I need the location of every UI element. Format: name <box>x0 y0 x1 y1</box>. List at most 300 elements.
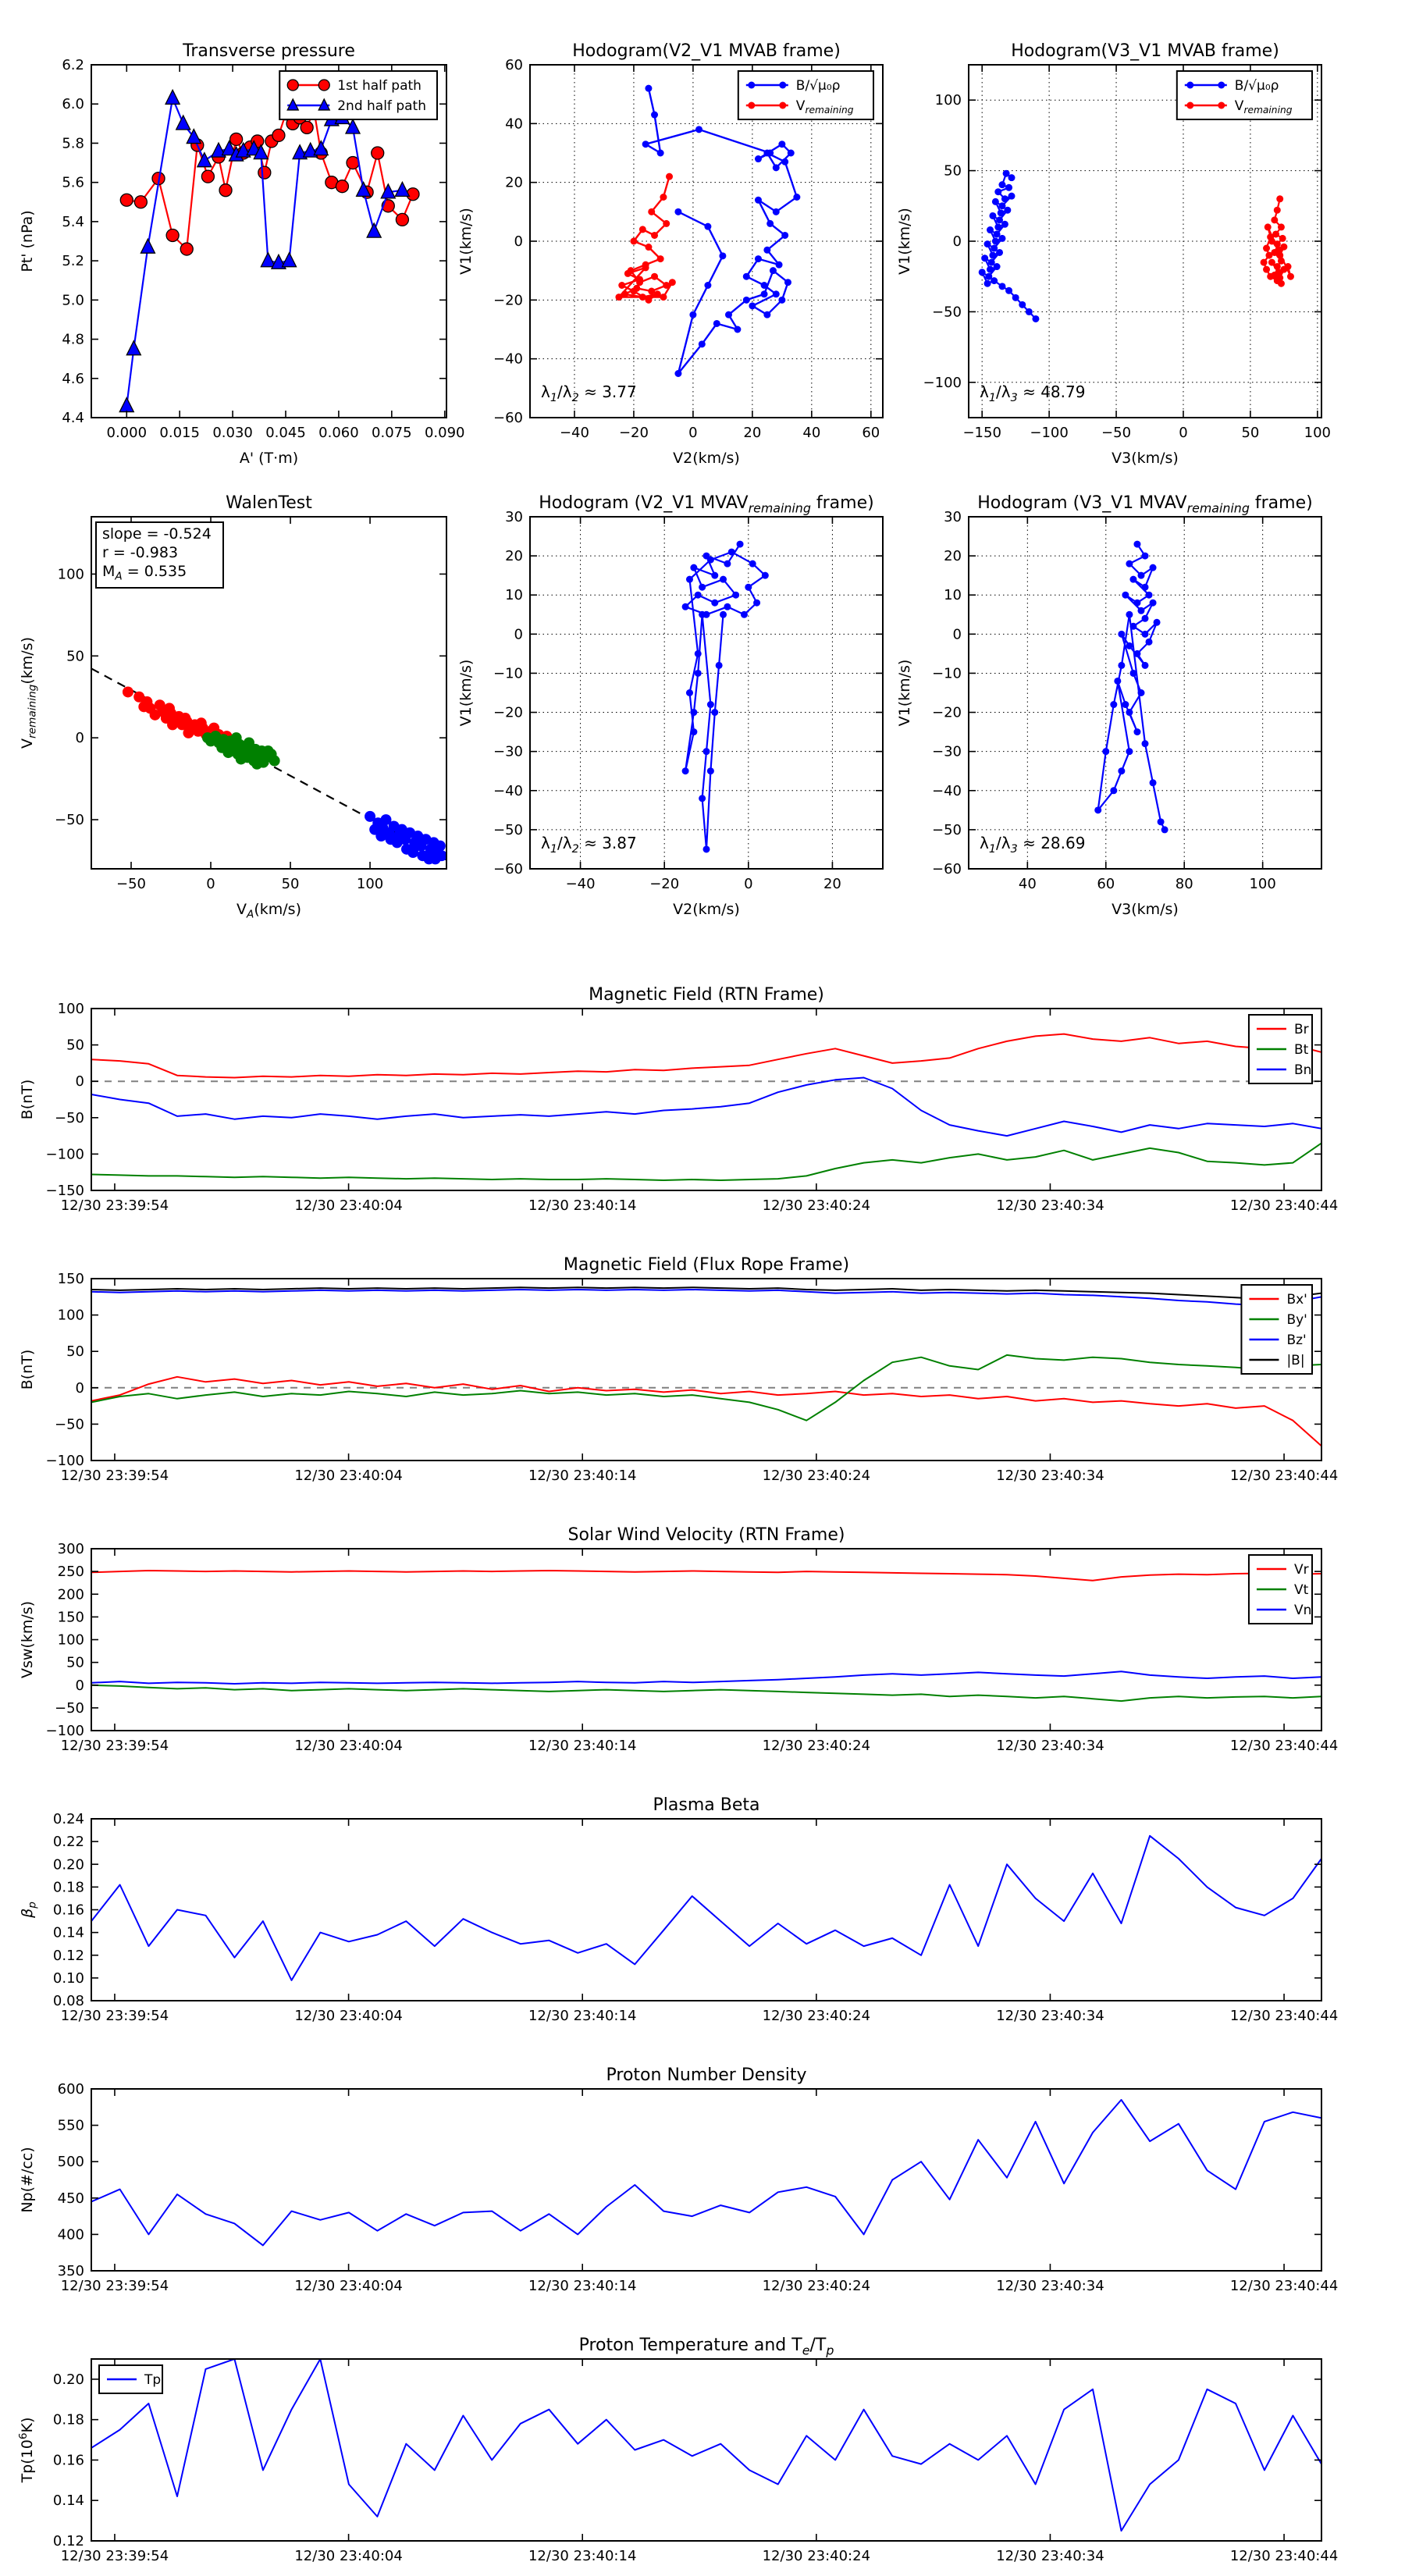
marker-circle <box>201 170 214 183</box>
y-tick-label: 50 <box>66 1343 84 1361</box>
x-tick-label: 12/30 23:39:54 <box>60 1197 169 1214</box>
marker-dot <box>1142 553 1149 560</box>
transverse-pressure-xlabel: A' (T·m) <box>239 450 299 467</box>
y-tick-label: 0 <box>514 626 523 643</box>
x-tick-label: 100 <box>356 876 384 892</box>
marker-dot <box>987 226 994 233</box>
x-tick-label: 12/30 23:40:34 <box>996 2548 1104 2564</box>
legend-label: 2nd half path <box>337 98 426 114</box>
y-tick-label: 5.2 <box>62 253 84 270</box>
marker-dot <box>793 194 800 201</box>
y-tick-label: −20 <box>932 704 962 721</box>
y-tick-label: 20 <box>505 174 523 191</box>
x-tick-label: −20 <box>649 876 680 892</box>
x-tick-label: −50 <box>116 876 147 892</box>
marker-dot <box>699 611 706 618</box>
marker-dot <box>690 564 697 571</box>
plot-area <box>530 517 883 869</box>
y-tick-label: 0 <box>75 1677 84 1694</box>
x-tick-label: 0.060 <box>318 425 359 441</box>
y-tick-label: 400 <box>57 2226 84 2243</box>
marker-dot <box>1110 701 1117 708</box>
y-tick-label: 5.4 <box>62 213 84 230</box>
marker-dot <box>1118 767 1125 774</box>
hodogram-v2v1-mvab-legend <box>738 71 873 119</box>
marker-dot <box>1287 273 1294 280</box>
y-tick-label: 10 <box>505 587 523 604</box>
marker-dot <box>695 670 702 677</box>
legend-label: Br <box>1293 1021 1309 1037</box>
marker-circle <box>166 229 179 241</box>
marker-dot <box>713 320 720 327</box>
marker-dot <box>682 767 689 774</box>
y-tick-label: −100 <box>45 1723 84 1739</box>
y-tick-label: 50 <box>66 1037 84 1054</box>
x-tick-label: 12/30 23:40:44 <box>1229 1197 1339 1214</box>
marker-dot <box>1263 266 1270 273</box>
marker-dot <box>183 728 194 738</box>
marker-dot <box>695 126 702 133</box>
y-tick-label: 0.18 <box>52 2411 84 2428</box>
marker-dot <box>762 572 769 579</box>
hodogram-v3v1-mvav-ylabel: V1(km/s) <box>896 659 913 727</box>
marker-dot <box>1142 615 1149 622</box>
y-tick-label: 0.12 <box>52 1947 84 1964</box>
y-tick-label: −100 <box>923 374 962 391</box>
x-tick-label: 0.015 <box>159 425 200 441</box>
legend-label: Vr <box>1293 1561 1309 1578</box>
marker-dot <box>773 164 780 171</box>
plot-area <box>91 1819 1321 2001</box>
marker-dot <box>164 703 175 713</box>
marker-dot <box>1267 273 1274 280</box>
y-tick-label: 10 <box>944 587 962 604</box>
marker-dot <box>1102 748 1109 755</box>
marker-dot <box>781 158 788 165</box>
marker-dot <box>749 302 756 309</box>
x-tick-label: 12/30 23:40:24 <box>762 2548 871 2564</box>
marker-dot <box>753 600 760 607</box>
y-tick-label: −30 <box>493 743 523 760</box>
marker-dot <box>776 262 783 269</box>
marker-dot <box>1150 779 1157 786</box>
marker-dot <box>1001 195 1008 202</box>
x-tick-label: 12/30 23:40:34 <box>996 1197 1104 1214</box>
marker-dot <box>682 603 689 610</box>
x-tick-label: 0 <box>1179 425 1188 441</box>
x-tick-label: 40 <box>1018 876 1037 892</box>
transverse-pressure-ylabel: Pt' (nPa) <box>19 210 36 272</box>
marker-dot <box>1142 584 1149 591</box>
panel-solar-wind-velocity-rtn <box>19 1525 1338 1754</box>
marker-dot <box>618 282 625 289</box>
y-tick-label: −60 <box>493 861 523 877</box>
y-tick-label: 0 <box>75 730 84 747</box>
y-tick-label: 0.08 <box>52 1993 84 2009</box>
x-tick-label: 0.045 <box>265 425 306 441</box>
x-tick-label: 0.030 <box>212 425 253 441</box>
marker-dot <box>1032 315 1039 322</box>
hodogram-v2v1-mvav-xlabel: V2(km/s) <box>673 901 740 918</box>
marker-dot <box>244 737 254 748</box>
marker-dot <box>1276 195 1283 202</box>
y-tick-label: 0.12 <box>52 2533 84 2549</box>
x-tick-label: 50 <box>281 876 300 892</box>
x-tick-label: 12/30 23:40:14 <box>528 1197 637 1214</box>
y-tick-label: 350 <box>57 2263 84 2279</box>
plot-area <box>91 1009 1321 1190</box>
x-tick-label: 50 <box>1241 425 1260 441</box>
y-tick-label: −40 <box>932 782 962 799</box>
hodogram-v3v1-mvav-annotation: $\lambda_1/\lambda_3 \approx 28.69$ <box>980 834 1086 856</box>
x-tick-label: 80 <box>1175 876 1193 892</box>
marker-dot <box>711 600 718 607</box>
marker-dot <box>1137 607 1144 614</box>
marker-dot <box>1218 82 1225 89</box>
marker-dot <box>167 719 178 730</box>
marker-dot <box>1263 245 1270 252</box>
y-tick-label: 6.2 <box>62 57 84 73</box>
legend-label: Bt <box>1293 1041 1309 1058</box>
panel-hodogram-v3v1-mvab <box>896 41 1331 467</box>
marker-dot <box>395 827 406 838</box>
marker-dot <box>651 112 658 119</box>
marker-dot <box>236 753 247 764</box>
plot-area <box>91 1279 1321 1461</box>
y-tick-label: −30 <box>932 743 962 760</box>
legend-label: B/√μ₀ρ <box>795 77 841 94</box>
y-tick-label: 0 <box>952 233 962 250</box>
marker-dot <box>1274 207 1281 214</box>
marker-dot <box>435 841 446 852</box>
marker-circle <box>372 147 384 159</box>
marker-dot <box>624 270 631 277</box>
legend-label: |B| <box>1286 1352 1305 1368</box>
walen-test-ylabel: $V_{remaining}(km/s)$ <box>19 637 39 749</box>
y-tick-label: 4.8 <box>62 331 84 348</box>
y-tick-label: 100 <box>57 1631 84 1649</box>
y-tick-label: 20 <box>944 548 962 565</box>
marker-dot <box>1278 223 1285 230</box>
marker-dot <box>994 223 1001 230</box>
magnetic-field-rtn-title: Magnetic Field (RTN Frame) <box>589 985 824 1005</box>
marker-dot <box>994 188 1001 195</box>
marker-dot <box>630 238 637 245</box>
hodogram-v2v1-mvab-xlabel: V2(km/s) <box>673 450 740 467</box>
marker-dot <box>1146 639 1153 646</box>
y-tick-label: −20 <box>493 704 523 721</box>
marker-dot <box>1142 662 1149 669</box>
y-tick-label: 450 <box>57 2190 84 2207</box>
marker-dot <box>642 141 649 148</box>
marker-dot <box>1186 102 1193 109</box>
y-tick-label: 0.24 <box>52 1811 84 1827</box>
y-tick-label: −50 <box>932 304 962 321</box>
marker-dot <box>1122 701 1129 708</box>
x-tick-label: 12/30 23:40:34 <box>996 2278 1104 2294</box>
y-tick-label: −60 <box>493 410 523 426</box>
hodogram-v3v1-mvab-ylabel: V1(km/s) <box>896 208 913 275</box>
marker-dot <box>991 277 998 284</box>
marker-dot <box>1133 600 1140 607</box>
x-tick-label: 60 <box>1097 876 1115 892</box>
marker-dot <box>648 208 655 215</box>
y-tick-label: 0 <box>75 1073 84 1091</box>
marker-dot <box>1118 631 1125 638</box>
y-tick-label: −10 <box>493 665 523 682</box>
marker-dot <box>689 311 696 318</box>
panel-walen-test <box>19 493 447 921</box>
legend-label: B/√μ₀ρ <box>1234 77 1279 94</box>
y-tick-label: 0.14 <box>52 2492 84 2510</box>
marker-dot <box>1001 221 1008 228</box>
marker-dot <box>1158 818 1165 825</box>
marker-dot <box>1114 678 1121 685</box>
marker-dot <box>1008 193 1015 200</box>
x-tick-label: 12/30 23:40:34 <box>996 1738 1104 1754</box>
marker-dot <box>989 252 996 259</box>
y-tick-label: −40 <box>493 782 523 799</box>
marker-dot <box>651 232 658 239</box>
panel-proton-temperature <box>17 2336 1338 2564</box>
marker-dot <box>138 701 149 712</box>
proton-temperature-ylabel: $Tp(10^6K)$ <box>16 2417 36 2483</box>
marker-dot <box>749 560 756 568</box>
x-tick-label: 0 <box>206 876 215 892</box>
marker-circle <box>336 180 348 193</box>
marker-dot <box>1122 592 1129 599</box>
panel-transverse-pressure <box>19 41 465 467</box>
legend-label: Bz' <box>1286 1332 1307 1348</box>
y-tick-label: 100 <box>57 1307 84 1324</box>
hodogram-v3v1-mvav-title: Hodogram (V3_V1 $MVAV_{remaining}$ frame) <box>977 493 1313 516</box>
marker-dot <box>979 269 986 276</box>
marker-dot <box>690 728 697 735</box>
x-tick-label: 12/30 23:40:04 <box>294 2278 403 2294</box>
marker-dot <box>1133 541 1140 548</box>
marker-dot <box>1133 650 1140 657</box>
y-tick-label: 0.16 <box>52 2452 84 2469</box>
marker-dot <box>981 254 988 262</box>
marker-dot <box>269 756 280 767</box>
marker-dot <box>763 247 770 254</box>
marker-dot <box>669 279 676 286</box>
marker-dot <box>639 226 646 233</box>
marker-dot <box>630 288 637 295</box>
y-tick-label: −50 <box>932 821 962 838</box>
marker-dot <box>784 279 791 286</box>
x-tick-label: 12/30 23:40:44 <box>1229 1738 1339 1754</box>
hodogram-v2v1-mvav-annotation: $\lambda_1/\lambda_2 \approx 3.87$ <box>541 834 637 856</box>
y-tick-label: 4.6 <box>62 370 84 387</box>
marker-dot <box>1142 740 1149 747</box>
marker-dot <box>430 853 441 864</box>
x-tick-label: −20 <box>618 425 649 441</box>
x-tick-label: 0 <box>744 876 753 892</box>
marker-dot <box>996 249 1003 256</box>
marker-dot <box>1280 244 1287 251</box>
marker-circle <box>396 213 408 226</box>
marker-dot <box>743 297 750 304</box>
y-tick-label: −50 <box>55 1109 84 1126</box>
x-tick-label: 12/30 23:40:44 <box>1229 2548 1339 2564</box>
y-tick-label: 30 <box>505 509 523 525</box>
marker-dot <box>666 173 673 180</box>
walen-stats-line: $M_A = 0.535$ <box>102 563 187 583</box>
walen-stats-line: r = -0.983 <box>102 544 179 561</box>
marker-dot <box>1218 102 1225 109</box>
marker-circle <box>134 196 147 208</box>
x-tick-label: 12/30 23:40:14 <box>528 2278 637 2294</box>
transverse-pressure-legend <box>279 71 437 119</box>
marker-dot <box>1142 631 1149 638</box>
marker-dot <box>1265 252 1272 259</box>
marker-dot <box>663 220 670 227</box>
plasma-beta-ylabel: $\beta_p$ <box>19 1902 39 1918</box>
marker-dot <box>1012 294 1019 301</box>
hodogram-v2v1-mvab-title: Hodogram(V2_V1 MVAB frame) <box>572 41 841 61</box>
marker-dot <box>636 276 643 283</box>
marker-circle <box>258 166 271 179</box>
marker-dot <box>745 584 752 591</box>
x-tick-label: −150 <box>962 425 1001 441</box>
y-tick-label: 100 <box>57 1001 84 1017</box>
marker-dot <box>1267 233 1274 240</box>
marker-dot <box>778 141 785 148</box>
y-tick-label: 6.0 <box>62 96 84 113</box>
y-tick-label: 30 <box>944 509 962 525</box>
marker-dot <box>707 701 714 708</box>
marker-dot <box>1271 216 1278 223</box>
y-tick-label: 150 <box>57 1609 84 1626</box>
marker-dot <box>686 689 693 696</box>
x-tick-label: 20 <box>823 876 841 892</box>
y-tick-label: −40 <box>493 350 523 368</box>
marker-dot <box>711 709 718 716</box>
x-tick-label: 12/30 23:40:44 <box>1229 2008 1339 2024</box>
marker-dot <box>1186 82 1193 89</box>
y-tick-label: 200 <box>57 1586 84 1603</box>
y-tick-label: 20 <box>505 548 523 565</box>
y-tick-label: −100 <box>45 1453 84 1469</box>
panel-magnetic-field-flux-rope <box>19 1255 1338 1484</box>
marker-dot <box>992 238 999 245</box>
marker-dot <box>642 264 649 271</box>
x-tick-label: 0.000 <box>106 425 148 441</box>
marker-dot <box>719 252 726 259</box>
marker-dot <box>645 244 652 251</box>
x-tick-label: 12/30 23:39:54 <box>60 1738 169 1754</box>
marker-dot <box>724 603 731 610</box>
plot-area <box>91 2089 1321 2271</box>
marker-dot <box>1019 301 1026 308</box>
legend-label: Bx' <box>1286 1291 1307 1308</box>
y-tick-label: 0.22 <box>52 1834 84 1851</box>
plasma-beta-title: Plasma Beta <box>653 1795 760 1815</box>
marker-circle <box>287 80 298 91</box>
magnetic-field-rtn-ylabel: B(nT) <box>19 1079 36 1120</box>
marker-dot <box>251 759 262 770</box>
marker-dot <box>695 592 702 599</box>
magnetic-field-flux-rope-ylabel: B(nT) <box>19 1349 36 1390</box>
legend-label: 1st half path <box>337 77 422 94</box>
marker-dot <box>732 592 739 599</box>
marker-dot <box>711 572 718 579</box>
marker-dot <box>992 198 999 205</box>
x-tick-label: 12/30 23:40:04 <box>294 2548 403 2564</box>
marker-dot <box>1137 572 1144 579</box>
magnetic-field-rtn-legend <box>1249 1015 1312 1083</box>
hodogram-v3v1-mvav-xlabel: V3(km/s) <box>1112 901 1179 918</box>
marker-dot <box>704 282 711 289</box>
panel-plasma-beta <box>19 1795 1338 2024</box>
marker-dot <box>657 150 664 157</box>
y-tick-label: 0.14 <box>52 1924 84 1941</box>
marker-dot <box>150 710 161 720</box>
y-tick-label: 600 <box>57 2081 84 2097</box>
marker-dot <box>1026 308 1033 315</box>
marker-dot <box>1126 560 1133 568</box>
marker-dot <box>657 255 664 262</box>
y-tick-label: 150 <box>57 1271 84 1287</box>
x-tick-label: 12/30 23:40:04 <box>294 1197 403 1214</box>
hodogram-v2v1-mvav-title: Hodogram (V2_V1 $MVAV_{remaining}$ frame) <box>539 493 874 516</box>
marker-dot <box>748 102 755 109</box>
x-tick-label: 12/30 23:40:14 <box>528 2548 637 2564</box>
x-tick-label: 12/30 23:40:14 <box>528 1738 637 1754</box>
marker-dot <box>987 266 994 273</box>
marker-dot <box>725 311 732 318</box>
y-tick-label: 40 <box>505 116 523 133</box>
y-tick-label: 0.18 <box>52 1879 84 1896</box>
hodogram-v2v1-mvav-ylabel: V1(km/s) <box>457 659 475 727</box>
marker-dot <box>984 240 991 247</box>
marker-dot <box>699 584 706 591</box>
marker-dot <box>1154 619 1161 626</box>
x-tick-label: −100 <box>1030 425 1069 441</box>
marker-dot <box>779 82 786 89</box>
x-tick-label: 12/30 23:39:54 <box>60 2548 169 2564</box>
hodogram-v3v1-mvab-title: Hodogram(V3_V1 MVAB frame) <box>1011 41 1279 61</box>
marker-dot <box>615 294 622 301</box>
marker-dot <box>743 273 750 280</box>
magnetic-field-flux-rope-legend <box>1241 1285 1312 1374</box>
y-tick-label: 500 <box>57 2154 84 2171</box>
y-tick-label: 550 <box>57 2117 84 2134</box>
y-tick-label: 0.16 <box>52 1902 84 1919</box>
marker-dot <box>1126 709 1133 716</box>
y-tick-label: 100 <box>57 566 84 583</box>
marker-dot <box>1146 592 1153 599</box>
marker-dot <box>1261 259 1268 266</box>
solar-wind-velocity-rtn-title: Solar Wind Velocity (RTN Frame) <box>567 1525 845 1545</box>
x-tick-label: 0.090 <box>424 425 465 441</box>
marker-circle <box>120 194 133 206</box>
marker-circle <box>318 80 329 91</box>
marker-dot <box>196 717 207 728</box>
marker-dot <box>1264 223 1272 230</box>
marker-dot <box>707 557 714 564</box>
marker-dot <box>716 662 723 669</box>
marker-dot <box>699 795 706 802</box>
y-tick-label: 0 <box>75 1379 84 1397</box>
y-tick-label: 300 <box>57 1541 84 1557</box>
solar-wind-velocity-rtn-ylabel: Vsw(km/s) <box>19 1600 36 1679</box>
marker-dot <box>645 85 652 92</box>
marker-dot <box>707 767 714 774</box>
marker-dot <box>660 194 667 201</box>
x-tick-label: 12/30 23:40:24 <box>762 2008 871 2024</box>
